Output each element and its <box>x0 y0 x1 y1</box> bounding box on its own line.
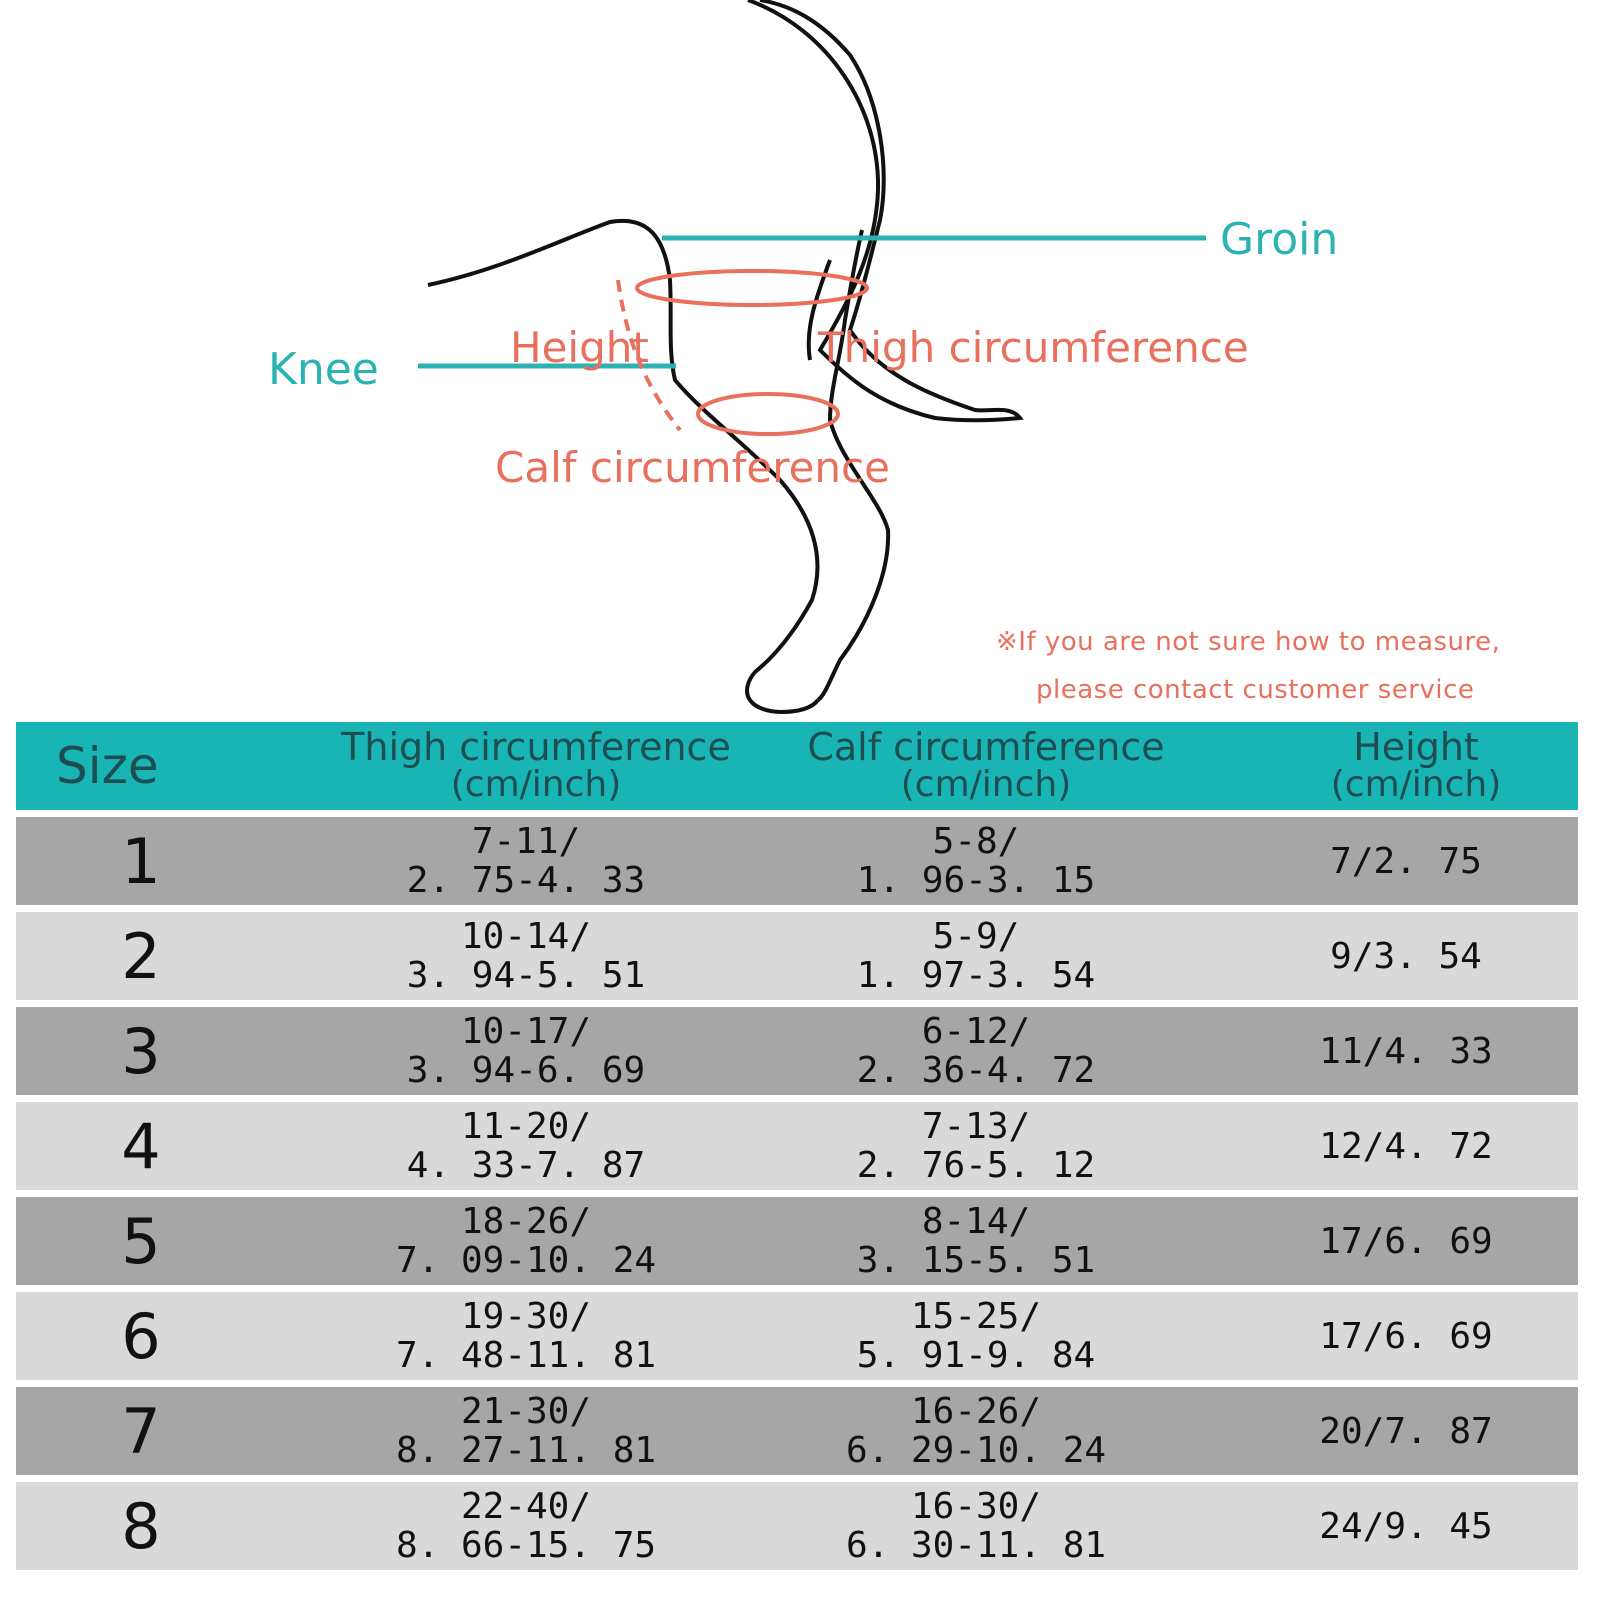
header-calf <box>776 722 1196 810</box>
thigh-circumference-label: Thigh circumference <box>818 323 1249 372</box>
groin-label: Groin <box>1220 214 1339 265</box>
header-thigh-label: Thigh circumference <box>341 725 731 769</box>
thigh-cell: 21-30/ 8. 27-11. 81 <box>395 1391 657 1471</box>
calf-cell: 8-14/ 3. 15-5. 51 <box>856 1201 1096 1281</box>
calf-cell: 6-12/ 2. 36-4. 72 <box>856 1011 1096 1091</box>
calf-cell: 16-30/ 6. 30-11. 81 <box>845 1486 1107 1566</box>
header-calf-unit: (cm/inch) <box>900 764 1072 805</box>
thigh-cell: 7-11/ 2. 75-4. 33 <box>406 821 646 901</box>
size-cell: 4 <box>121 1109 161 1183</box>
size-cell: 8 <box>121 1489 161 1563</box>
thigh-cell: 18-26/ 7. 09-10. 24 <box>395 1201 657 1281</box>
header-thigh <box>306 722 766 810</box>
size-chart-table <box>16 722 1578 1570</box>
thigh-cell: 10-14/ 3. 94-5. 51 <box>406 916 646 996</box>
header-size <box>56 722 236 810</box>
header-thigh-unit: (cm/inch) <box>450 764 622 805</box>
table-header <box>16 722 1578 810</box>
table-row <box>16 817 1578 905</box>
measure-note-line2: please contact customer service <box>1036 675 1475 705</box>
height-cell: 17/6. 69 <box>1319 1315 1493 1357</box>
thigh-cell: 22-40/ 8. 66-15. 75 <box>395 1486 657 1566</box>
thigh-cell: 10-17/ 3. 94-6. 69 <box>406 1011 646 1091</box>
height-cell: 17/6. 69 <box>1319 1220 1493 1262</box>
calf-cell: 16-26/ 6. 29-10. 24 <box>845 1391 1107 1471</box>
header-size-label: Size <box>56 737 159 795</box>
height-cell: 12/4. 72 <box>1319 1125 1493 1167</box>
header-height-unit: (cm/inch) <box>1330 764 1502 805</box>
height-cell: 11/4. 33 <box>1319 1030 1493 1072</box>
thigh-cell: 19-30/ 7. 48-11. 81 <box>395 1296 657 1376</box>
height-label: Height <box>510 323 649 372</box>
calf-cell: 5-8/ 1. 96-3. 15 <box>856 821 1096 901</box>
calf-cell: 15-25/ 5. 91-9. 84 <box>856 1296 1096 1376</box>
height-cell: 7/2. 75 <box>1330 840 1482 882</box>
calf-ring <box>698 394 838 434</box>
thigh-cell: 11-20/ 4. 33-7. 87 <box>406 1106 646 1186</box>
table-row <box>16 912 1578 1000</box>
header-height <box>1266 722 1566 810</box>
size-cell: 6 <box>121 1299 161 1373</box>
table-row <box>16 1197 1578 1285</box>
measure-note-line1: ※If you are not sure how to measure, <box>996 627 1501 657</box>
leg-measurement-diagram <box>0 0 1600 720</box>
knee-label: Knee <box>268 344 379 395</box>
header-height-label: Height <box>1353 725 1479 769</box>
height-cell: 20/7. 87 <box>1319 1410 1493 1452</box>
table-row <box>16 1387 1578 1475</box>
calf-circumference-label: Calf circumference <box>495 443 890 492</box>
table-row <box>16 1482 1578 1570</box>
size-cell: 7 <box>121 1394 161 1468</box>
table-row <box>16 1007 1578 1095</box>
header-calf-label: Calf circumference <box>807 725 1165 769</box>
height-cell: 24/9. 45 <box>1319 1505 1493 1547</box>
size-cell: 2 <box>121 919 161 993</box>
table-row <box>16 1292 1578 1380</box>
calf-cell: 5-9/ 1. 97-3. 54 <box>856 916 1096 996</box>
size-cell: 1 <box>121 824 161 898</box>
size-cell: 3 <box>121 1014 161 1088</box>
size-cell: 5 <box>121 1204 161 1278</box>
calf-cell: 7-13/ 2. 76-5. 12 <box>856 1106 1096 1186</box>
table-row <box>16 1102 1578 1190</box>
height-cell: 9/3. 54 <box>1330 935 1482 977</box>
